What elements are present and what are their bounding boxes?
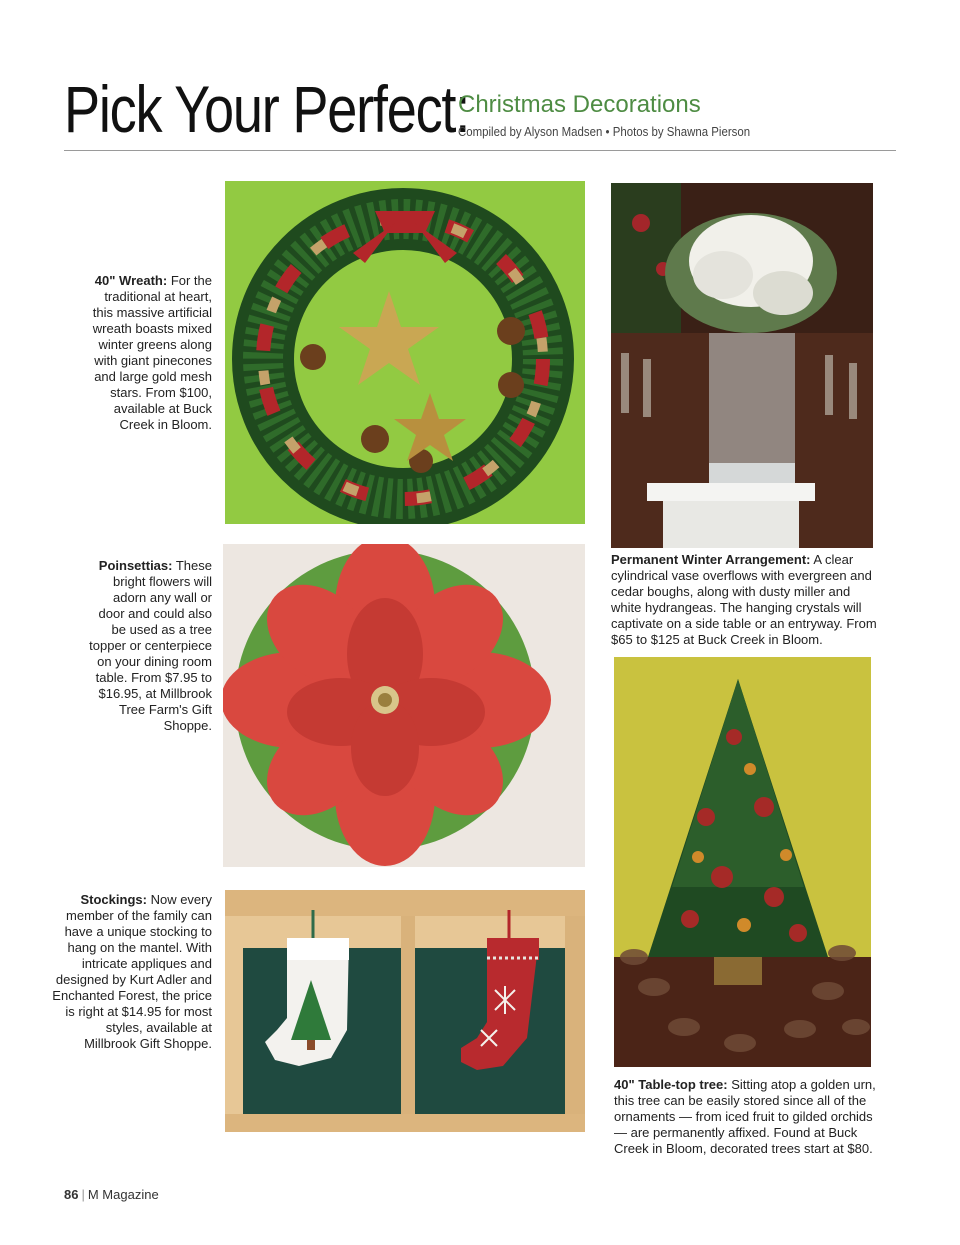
stockings-photo: [225, 890, 585, 1132]
page-footer: [64, 1187, 159, 1202]
arrangement-caption: [611, 552, 883, 648]
stockings-caption-text: Now every member of the family can have a unique stocking to hang on the mantel. With intricate appliques and designed by Kurt Adler and Enchanted Forest, the price is right at $14.95 for most styles, available at Millbrook Gift Shoppe.: [52, 892, 212, 1051]
poinsettias-caption: [84, 558, 212, 734]
credits-line: Compiled by Alyson Madsen • Photos by Shawna Pierson: [458, 124, 751, 139]
header-divider: [64, 150, 896, 151]
tree-caption: [614, 1077, 878, 1157]
tree-caption-title: 40" Table-top tree:: [614, 1077, 728, 1092]
arrangement-photo: [611, 183, 873, 548]
wreath-caption-title: 40" Wreath:: [94, 273, 168, 288]
page-subtitle: Christmas Decorations: [458, 91, 701, 118]
tree-photo: [614, 657, 871, 1067]
page-number: 86: [64, 1187, 79, 1202]
publication-name: M Magazine: [87, 1187, 159, 1202]
arrangement-caption-text: A clear cylindrical vase overflows with evergreen and cedar boughs, along with dusty miller and white hydrangeas. The hanging crystals will captivate on a side table or an entryway. From $65 to $125 at Buck Creek in Bloom.: [611, 552, 877, 647]
stockings-caption: [52, 892, 212, 1052]
wreath-photo: [225, 181, 585, 524]
poinsettia-photo: [223, 544, 585, 867]
stockings-caption-title: Stockings:: [80, 892, 147, 907]
page-title: Pick Your Perfect:: [64, 72, 470, 146]
poinsettias-caption-title: Poinsettias:: [98, 558, 173, 573]
tree-caption-text: Sitting atop a golden urn, this tree can be easily stored since all of the ornaments — from iced fruit to gilded orchids — are permanently affixed. Found at Buck Creek in Bloom, decorated trees start at $80.: [614, 1077, 876, 1156]
wreath-caption: [84, 273, 212, 433]
arrangement-caption-title: Permanent Winter Arrangement:: [611, 552, 811, 567]
poinsettias-caption-text: These bright flowers will adorn any wall or door and could also be used as a tree topper or centerpiece on your dining room table. From $7.95 to $16.95, at Millbrook Tree Farm's Gift Shoppe.: [89, 558, 212, 733]
footer-separator: |: [81, 1187, 85, 1202]
wreath-caption-text: For the traditional at heart, this massive artificial wreath boasts mixed winter greens along with giant pinecones and large gold mesh stars. From $100, available at Buck Creek in Bloom.: [92, 273, 212, 432]
